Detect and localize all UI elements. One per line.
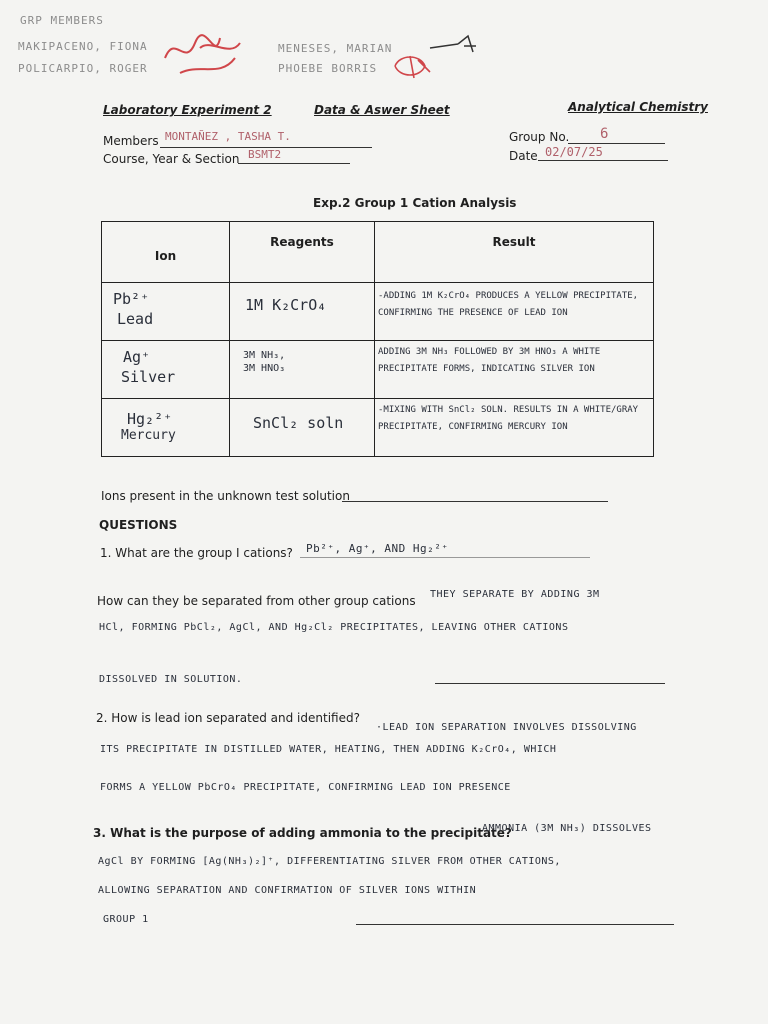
group-note-left-2: POLICARPIO, ROGER [18, 62, 148, 75]
question-3: 3. What is the purpose of adding ammonia to the precipitate? [93, 826, 512, 840]
answer-2-line-2: ITS PRECIPITATE IN DISTILLED WATER, HEATING, THEN ADDING K₂CrO₄, WHICH [100, 744, 557, 755]
group-label: Group No. [509, 130, 570, 144]
header-ion: Ion [102, 222, 230, 283]
ion-cell [102, 341, 230, 399]
reagent-cell [230, 399, 375, 457]
ion-name: Silver [121, 368, 176, 386]
ion-symbol: Pb²⁺ [113, 290, 150, 308]
table-title: Exp.2 Group 1 Cation Analysis [313, 196, 517, 210]
ions-present-line [342, 501, 608, 502]
course-label: Course, Year & Section [103, 152, 240, 166]
answer-3-line-1: AMMONIA (3M NH₃) DISSOLVES [482, 823, 652, 834]
answer-3-blank-line [356, 924, 674, 925]
members-label: Members [103, 134, 159, 148]
group-line [568, 143, 665, 144]
question-1: 1. What are the group I cations? [100, 546, 293, 560]
table-row [102, 283, 654, 341]
reagent-line: SnCl₂ soln [253, 414, 344, 432]
answer-1b-blank-line [435, 683, 665, 684]
answer-1-line [300, 557, 590, 558]
ion-name: Mercury [121, 428, 176, 443]
date-label: Date [509, 149, 538, 163]
ion-cell [102, 283, 230, 341]
reagent-cell [230, 341, 375, 399]
ions-present-label: Ions present in the unknown test solution [101, 489, 350, 503]
signature-red-2 [390, 52, 440, 80]
course-line [238, 163, 350, 164]
table-row [102, 399, 654, 457]
result-text: -ADDING 1M K₂CrO₄ PRODUCES A YELLOW PRECIPITATE, CONFIRMING THE PRESENCE OF LEAD ION [378, 291, 639, 318]
answer-1: Pb²⁺, Ag⁺, AND Hg₂²⁺ [306, 542, 449, 555]
question-1b: How can they be separated from other group cations [97, 594, 416, 608]
reagent-cell [230, 283, 375, 341]
result-text: ADDING 3M NH₃ FOLLOWED BY 3M HNO₃ A WHITE PRECIPITATE FORMS, INDICATING SILVER ION [378, 347, 601, 374]
ion-cell [102, 399, 230, 457]
reagent-line: 1M K₂CrO₄ [245, 296, 327, 314]
header-result: Result [375, 222, 654, 283]
group-value: 6 [600, 126, 609, 142]
answer-2-line-3: FORMS A YELLOW PbCrO₄ PRECIPITATE, CONFIRMING LEAD ION PRESENCE [100, 782, 511, 793]
group-note-right-2: PHOEBE BORRIS [278, 62, 378, 75]
cation-table [101, 221, 654, 457]
table-header-row [102, 222, 654, 283]
result-cell [375, 283, 654, 341]
ion-symbol: Ag⁺ [123, 348, 151, 366]
date-value: 02/07/25 [545, 145, 603, 159]
answer-1b-line-3: DISSOLVED IN SOLUTION. [99, 674, 243, 685]
header-right: Analytical Chemistry [568, 100, 708, 114]
date-line [538, 160, 668, 161]
header-reagents: Reagents [230, 222, 375, 283]
questions-heading: QUESTIONS [99, 518, 178, 532]
result-text: -MIXING WITH SnCl₂ SOLN. RESULTS IN A WHITE/GRAY PRECIPITATE, CONFIRMING MERCURY ION [378, 405, 639, 432]
group-notes-heading: GRP MEMBERS [20, 14, 104, 27]
reagent-line: 3M HNO₃ [243, 363, 286, 374]
header-left: Laboratory Experiment 2 [103, 103, 272, 117]
answer-3-line-2: AgCl BY FORMING [Ag(NH₃)₂]⁺, DIFFERENTIATING SILVER FROM OTHER CATIONS, [98, 856, 561, 867]
header-center: Data & Aswer Sheet [314, 103, 450, 117]
answer-3-line-4: GROUP 1 [103, 914, 149, 925]
signature-red-1 [160, 28, 250, 83]
result-cell [375, 341, 654, 399]
table-row [102, 341, 654, 399]
answer-2-line-1: ·LEAD ION SEPARATION INVOLVES DISSOLVING [376, 722, 637, 733]
members-value: MONTAÑEZ , TASHA T. [165, 130, 291, 143]
answer-1b-line-1: THEY SEPARATE BY ADDING 3M [430, 589, 600, 600]
answer-1b-line-2: HCl, FORMING PbCl₂, AgCl, AND Hg₂Cl₂ PRECIPITATES, LEAVING OTHER CATIONS [99, 622, 569, 633]
ion-name: Lead [117, 310, 154, 328]
answer-3-line-3: ALLOWING SEPARATION AND CONFIRMATION OF SILVER IONS WITHIN [98, 885, 477, 896]
ion-symbol: Hg₂²⁺ [127, 410, 173, 428]
result-cell [375, 399, 654, 457]
reagent-line: 3M NH₃, [243, 350, 286, 361]
group-note-left-1: MAKIPACENO, FIONA [18, 40, 148, 53]
group-note-right-1: MENESES, MARIAN [278, 42, 393, 55]
question-2: 2. How is lead ion separated and identified? [96, 711, 360, 725]
course-value: BSMT2 [248, 148, 282, 161]
